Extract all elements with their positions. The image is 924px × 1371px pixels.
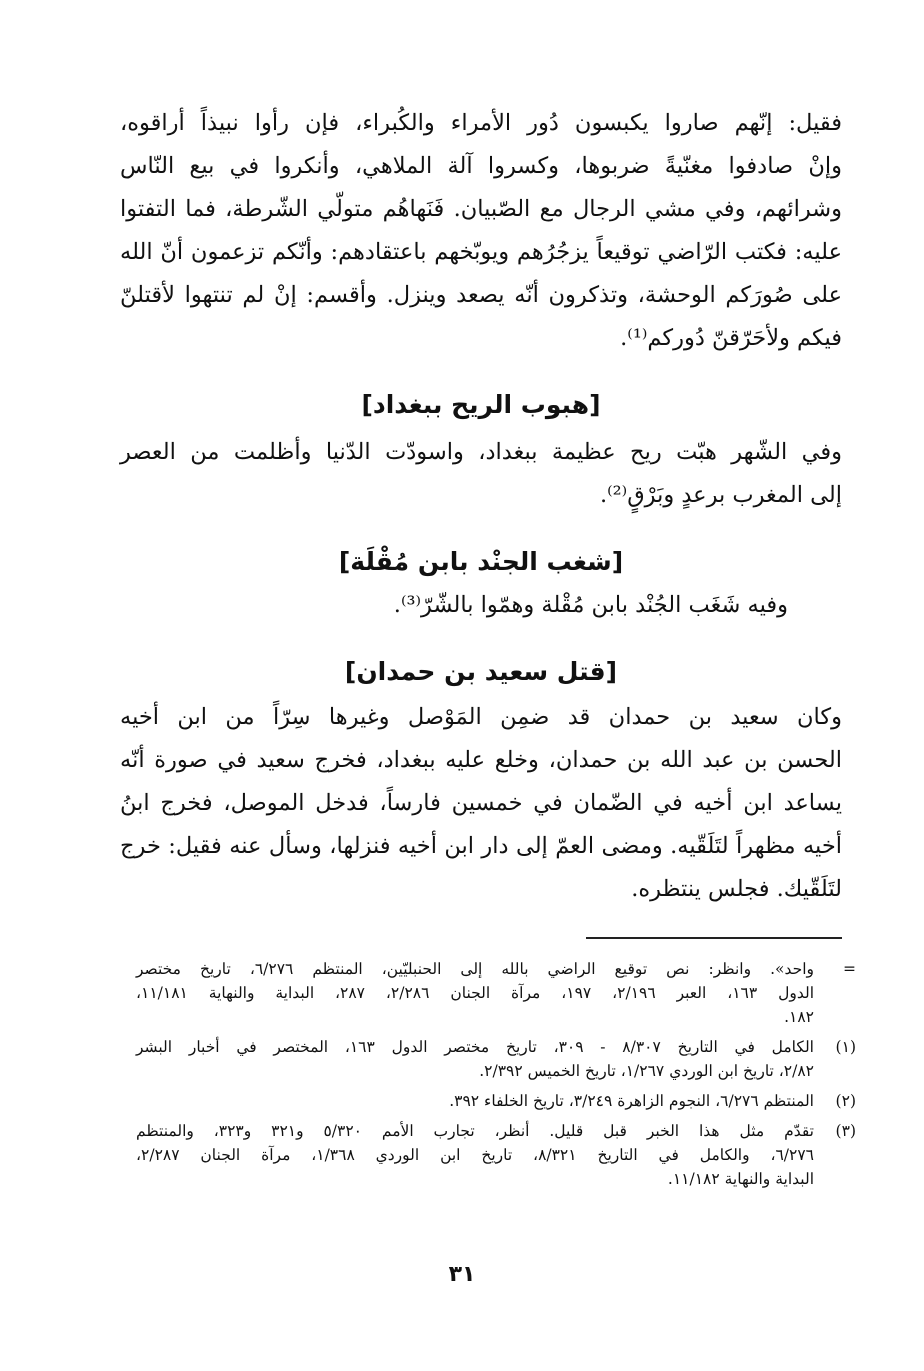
- footnote-line: الدول ١٦٣، العبر ٢/١٩٦، ١٩٧، مرآة الجنان ٢/٢٨٦، ٢٨٧، البداية والنهاية ١١/١٨١،: [136, 984, 814, 1002]
- footnote-marker: (٢): [835, 1092, 856, 1110]
- footnote-text: [136, 1119, 814, 1191]
- footnote-marker: =: [843, 960, 856, 978]
- text-line: إلى المغرب برعدٍ وبَرْقٍ⁽²⁾.: [599, 482, 842, 508]
- footnote-2: [136, 1089, 856, 1113]
- footnote-marker: (١): [835, 1038, 856, 1056]
- text-line: وشرائهم، وفي مشي الرجال مع الصّبيان. فَنَهاهُم متولّي الشّرطة، فما التفتوا: [120, 196, 842, 222]
- paragraph-1: [120, 102, 842, 360]
- text-line: وفي الشّهر هبّت ريح عظيمة ببغداد، واسودّت الدّنيا وأظلمت من العصر: [120, 439, 842, 465]
- text-line: وكان سعيد بن حمدان قد ضمِن المَوْصل وغيرها سِرّاً من ابن أخيه: [120, 704, 842, 730]
- footnote-line: الكامل في التاريخ ٨/٣٠٧ - ٣٠٩، تاريخ مختصر الدول ١٦٣، المختصر في أخبار البشر: [136, 1038, 814, 1056]
- footnote-line: واحد». وانظر: نص توقيع الراضي بالله إلى الحنبليّين، المنتظم ٦/٢٧٦، تاريخ مختصر: [136, 960, 814, 978]
- footnote-divider: [586, 937, 842, 939]
- footnote-text: [136, 957, 814, 1029]
- text-line: وإنْ صادفوا مغنّيةً ضربوها، وكسروا آلة الملاهي، وأنكروا في بيع النّاس: [120, 153, 842, 179]
- footnote-text: [136, 1089, 814, 1113]
- section-heading-wind: [هبوب الريح ببغداد]: [361, 390, 601, 419]
- footnote-continued: [136, 957, 856, 1029]
- footnote-3: [136, 1119, 856, 1191]
- text-line: فقيل: إنّهم صاروا يكبسون دُور الأمراء والكُبراء، فإن رأوا نبيذاً أراقوه،: [120, 110, 842, 136]
- footnote-line: تقدّم مثل هذا الخبر قبل قليل. أنظر، تجارب الأمم ٥/٣٢٠ و٣٢١ و٣٢٣، والمنتظم: [136, 1122, 814, 1140]
- section-heading-riot: [شغب الجنْد بابن مُقْلَة]: [338, 547, 624, 576]
- page-number: ٣١: [448, 1262, 476, 1287]
- paragraph-3: [120, 584, 842, 627]
- text-line: الحسن بن عبد الله بن حمدان، وخلع عليه ببغداد، فخرج سعيد في صورة أنّه: [120, 747, 842, 773]
- text-line: يساعد ابن أخيه في الضّمان في خمسين فارساً، فدخل الموصل، فخرج ابنُ: [120, 790, 842, 816]
- page-body: [120, 80, 842, 911]
- paragraph-2: [120, 431, 842, 517]
- text-line: عليه: فكتب الرّاضي توقيعاً يزجُرُهم ويوبّخهم باعتقادهم: وأنّكم تزعمون أنّ الله: [120, 239, 842, 265]
- footnote-marker: (٣): [835, 1122, 856, 1140]
- footnote-text: [136, 1035, 814, 1083]
- paragraph-4: [120, 696, 842, 911]
- footnote-1: [136, 1035, 856, 1083]
- text-line: لتَلَقّيك. فجلس ينتظره.: [631, 876, 842, 902]
- text-line: وفيه شَغَب الجُنْد بابن مُقْلة وهمّوا بالشّرّ⁽³⁾.: [393, 592, 788, 618]
- text-line: على صُورَكم الوحشة، وتذكرون أنّه يصعد وينزل. وأقسم: إنْ لم تنتهوا لأقتلنّ: [120, 282, 842, 308]
- footnote-line: البداية والنهاية ١١/١٨٢.: [667, 1170, 814, 1188]
- footnotes: [136, 957, 856, 1197]
- footnote-line: ٦/٢٧٦، والكامل في التاريخ ٨/٣٢١، تاريخ ابن الوردي ١/٣٦٨، مرآة الجنان ٢/٢٨٧،: [136, 1146, 814, 1164]
- text-line: أخيه مظهراً لتَلَقّيه. ومضى العمّ إلى دار ابن أخيه فنزلها، وسأل عنه فقيل: خرج: [120, 833, 842, 859]
- section-heading-murder: [قتل سعيد بن حمدان]: [344, 657, 618, 686]
- text-line: فيكم ولأحَرّقنّ دُوركم⁽¹⁾.: [620, 325, 842, 351]
- footnote-line: ٢/٨٢، تاريخ ابن الوردي ١/٢٦٧، تاريخ الخميس ٢/٣٩٢.: [479, 1062, 814, 1080]
- footnote-line: المنتظم ٦/٢٧٦، النجوم الزاهرة ٣/٢٤٩، تاريخ الخلفاء ٣٩٢.: [449, 1092, 814, 1110]
- footnote-line: ١٨٢.: [784, 1008, 814, 1026]
